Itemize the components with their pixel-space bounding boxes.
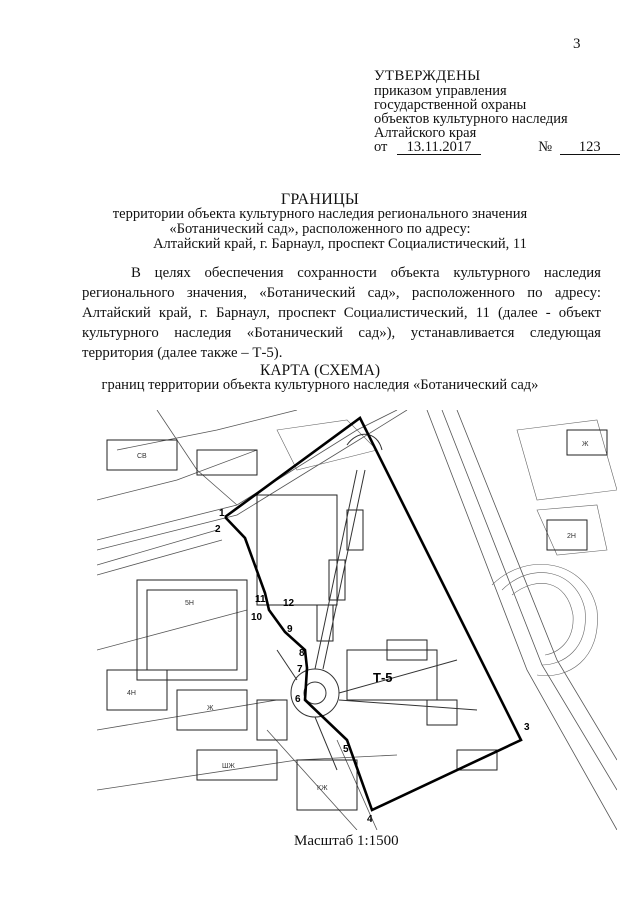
point-label: 8 xyxy=(299,648,305,659)
building-label: 5Н xyxy=(185,600,194,607)
point-label: 2 xyxy=(215,524,221,535)
map-scale: Масштаб 1:1500 xyxy=(294,833,399,849)
territory-map xyxy=(97,410,617,830)
approval-line: государственной охраны xyxy=(374,97,527,113)
territory-label: Т-5 xyxy=(373,670,393,685)
building-label: КЖ xyxy=(317,785,328,792)
building-label: 4Н xyxy=(127,690,136,697)
point-label: 4 xyxy=(367,814,373,825)
point-label: 1 xyxy=(219,508,225,519)
point-label: 11 xyxy=(255,594,266,605)
number-prefix: № xyxy=(538,139,553,155)
title-line-1: территории объекта культурного наследия регионального значения xyxy=(112,206,528,222)
building-label: СВ xyxy=(137,453,147,460)
body-text: В целях обеспечения сохранности объекта культурного наследия регионального значения, «Ботанический сад», расположенного по адресу: Алтайский край, г. Барнаул, проспект Социалистический, 11 (далее - объект культурного наследия «Ботанический сад»), устанавливается следующая территория (далее также – Т-5). xyxy=(82,265,601,361)
approval-title: УТВЕРЖДЕНЫ xyxy=(374,68,481,84)
approval-line: объектов культурного наследия xyxy=(374,111,568,127)
approval-line: приказом управления xyxy=(374,83,507,99)
point-label: 12 xyxy=(283,598,295,609)
body-paragraph xyxy=(82,263,601,363)
building-label: Ж xyxy=(582,441,589,448)
page-number: 3 xyxy=(573,36,581,52)
building-label: Ж xyxy=(207,705,214,712)
approval-date-line xyxy=(374,140,620,155)
title-line-3: Алтайский край, г. Барнаул, проспект Социалистический, 11 xyxy=(153,236,527,252)
map-title: КАРТА (СХЕМА) xyxy=(259,362,380,379)
point-label: 5 xyxy=(343,744,349,755)
title-line-2: «Ботанический сад», расположенного по адресу: xyxy=(169,221,471,237)
approval-number: 123 xyxy=(560,140,620,155)
building-label: ШЖ xyxy=(222,763,235,770)
approval-date: 13.11.2017 xyxy=(397,140,481,155)
map-subtitle: границ территории объекта культурного наследия «Ботанический сад» xyxy=(101,377,539,393)
document-title: ГРАНИЦЫ xyxy=(280,191,360,208)
point-label: 6 xyxy=(295,694,301,705)
point-label: 10 xyxy=(251,612,263,623)
date-prefix: от xyxy=(374,139,388,155)
building-label: 2Н xyxy=(567,533,576,540)
point-label: 3 xyxy=(524,722,530,733)
approval-line: Алтайского края xyxy=(374,125,477,141)
point-label: 7 xyxy=(297,664,303,675)
point-label: 9 xyxy=(287,624,293,635)
